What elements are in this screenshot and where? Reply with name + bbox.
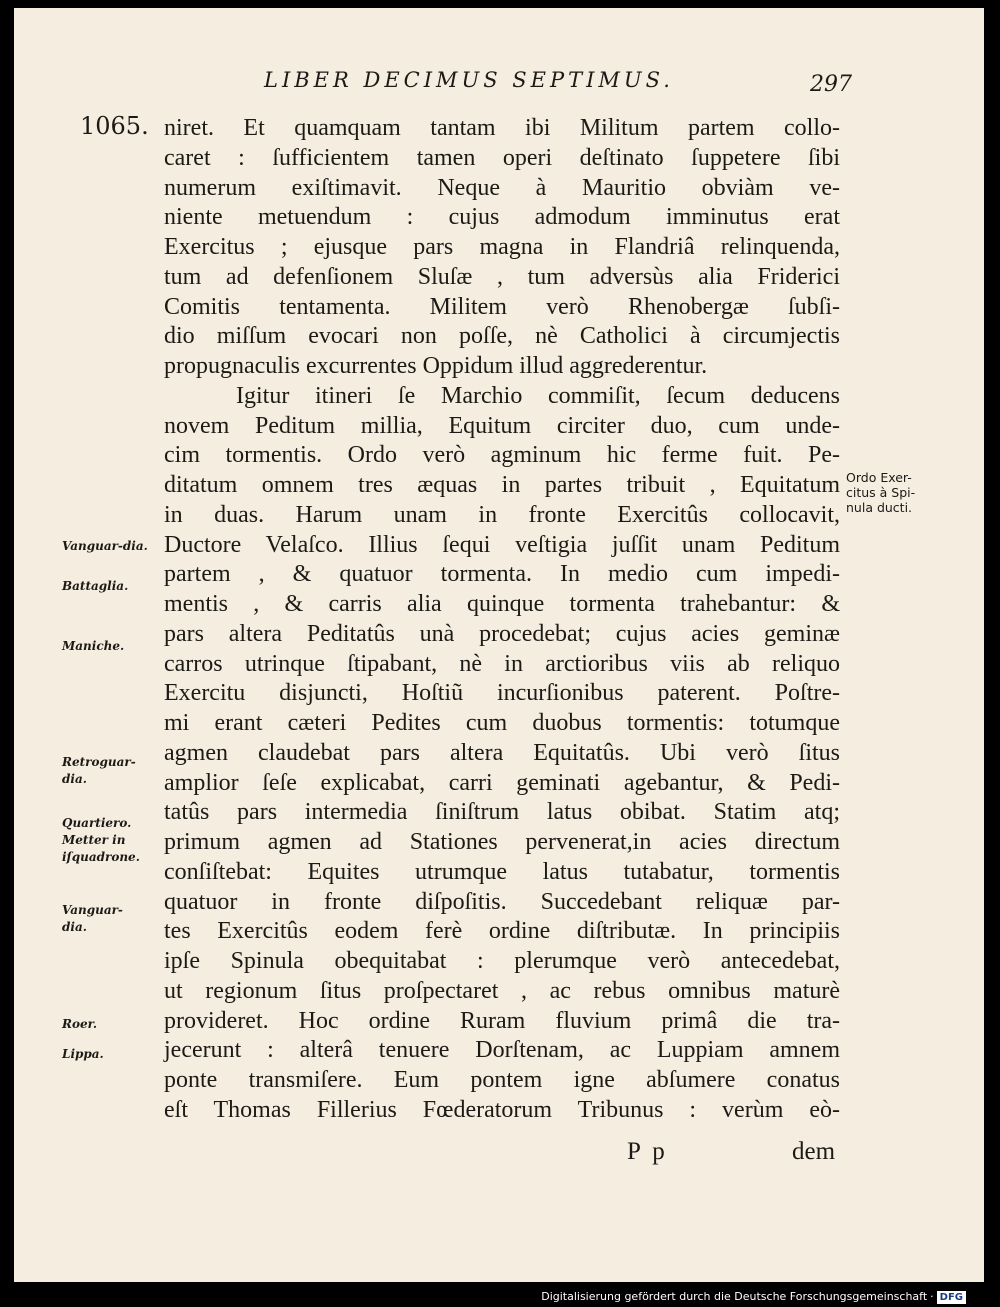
page-number: 297 [810, 72, 852, 97]
text-line: provideret. Hoc ordine Ruram fluvium primâ die tra- [164, 1007, 840, 1034]
footer-text: Digitalisierung gefördert durch die Deutsche Forschungsgemeinschaft [541, 1290, 928, 1303]
text-line: tum ad defenſionem Sluſæ , tum adversùs alia Friderici [164, 263, 840, 290]
text-line: propugnaculis excurrentes Oppidum illud aggrederentur. [164, 353, 708, 379]
text-line: dio miſſum evocari non poſſe, nè Catholici à circumjectis [164, 323, 840, 350]
text-line: jecerunt : alterâ tenuere Dorſtenam, ac Luppiam amnem [164, 1037, 840, 1064]
text-line: tes Exercitûs eodem ferè ordine diſtributæ. In principiis [164, 918, 840, 945]
left-marginal-roer: Roer. [62, 1017, 98, 1031]
text-line: mentis , & carris alia quinque tormenta trahebantur: & [164, 591, 840, 617]
marginal-line: citus à Spi- [846, 485, 916, 500]
text-line: niret. Et quamquam tantam ibi Militum partem collo- [164, 115, 840, 141]
text-line: amplior ſeſe explicabat, carri geminati agebantur, & Pedi- [164, 769, 840, 796]
text-line: caret : ſufficientem tamen operi deſtinato ſuppetere ſibi [164, 144, 840, 171]
catchword: dem [792, 1138, 836, 1165]
left-marginal-battaglia: Battaglia. [62, 579, 129, 593]
left-marginal-maniche: Maniche. [62, 639, 125, 653]
text-line: quatuor in fronte diſpoſitis. Succedebant reliquæ par- [164, 888, 840, 915]
marginal-line: nula ducti. [846, 500, 913, 515]
text-line: niente metuendum : cujus admodum imminutus erat [164, 204, 840, 231]
year-marker: 1065. [80, 112, 149, 140]
text-line: ipſe Spinula obequitabat : plerumque verò antecedebat, [164, 948, 840, 974]
text-line: partem , & quatuor tormenta. In medio cum impedi- [164, 561, 840, 588]
signature-mark: P p [627, 1138, 668, 1165]
text-line: pars altera Peditatûs unà procedebat; cujus acies geminæ [164, 620, 840, 647]
dfg-logo-icon: DFG [937, 1291, 966, 1304]
text-line: in duas. Harum unam in fronte Exercitûs collocavit, [164, 501, 840, 528]
text-line: agmen claudebat pars altera Equitatûs. Ubi verò ſitus [164, 739, 840, 766]
text-line: numerum exiſtimavit. Neque à Mauritio obviàm ve- [164, 174, 840, 201]
text-line: conſiſtebat: Equites utrumque latus tutabatur, tormentis [164, 858, 840, 885]
text-line: primum agmen ad Stationes pervenerat,in acies directum [164, 829, 840, 855]
left-marginal-quartiero: Quartiero. Metter in iſquadrone. [62, 816, 140, 864]
text-line: ut regionum ſitus proſpectaret , ac rebus omnibus maturè [164, 977, 840, 1004]
text-line: novem Peditum millia, Equitum circiter duo, cum unde- [164, 412, 840, 439]
text-line: Exercitu disjuncti, Hoſtiũ incurſionibus paterent. Poſtre- [164, 680, 840, 707]
text-line: mi erant cæteri Pedites cum duobus tormentis: totumque [164, 710, 840, 736]
right-marginal-note [846, 470, 915, 515]
footer-separator: · [930, 1290, 934, 1303]
text-line: Exercitus ; ejusque pars magna in Flandriâ relinquenda, [164, 234, 840, 260]
text-line: Ductore Velaſco. Illius ſequi veſtigia juſſit unam Peditum [164, 531, 840, 558]
text-line: tatûs pars intermedia ſiniſtrum latus obibat. Statim atq; [164, 799, 840, 826]
digitization-footer [541, 1290, 966, 1304]
left-marginal-vanguardia-2: Vanguar- dia. [62, 903, 123, 934]
left-marginal-retroguardia: Retroguar- dia. [62, 755, 136, 786]
main-text-block [164, 114, 840, 1126]
text-line: cim tormentis. Ordo verò agminum hic ferme fuit. Pe- [164, 442, 840, 469]
left-marginal-vanguardia: Vanguar-dia. [62, 539, 148, 553]
text-line: ditatum omnem tres æquas in partes tribuit , Equitatum [164, 472, 840, 498]
text-line: carros utrinque ſtipabant, nè in arctioribus viis ab reliquo [164, 650, 840, 677]
running-head: LIBER DECIMUS SEPTIMUS. [264, 68, 674, 92]
text-line: Igitur itineri ſe Marchio commiſit, ſecum deducens [236, 382, 840, 409]
text-line: eſt Thomas Fillerius Fœderatorum Tribunus : verùm eò- [164, 1096, 840, 1123]
text-line: ponte transmiſere. Eum pontem igne abſumere conatus [164, 1067, 840, 1093]
left-marginal-lippa: Lippa. [62, 1047, 104, 1061]
text-line: Comitis tentamenta. Militem verò Rhenobergæ ſubſi- [164, 293, 840, 320]
marginal-line: Ordo Exer- [846, 470, 912, 485]
